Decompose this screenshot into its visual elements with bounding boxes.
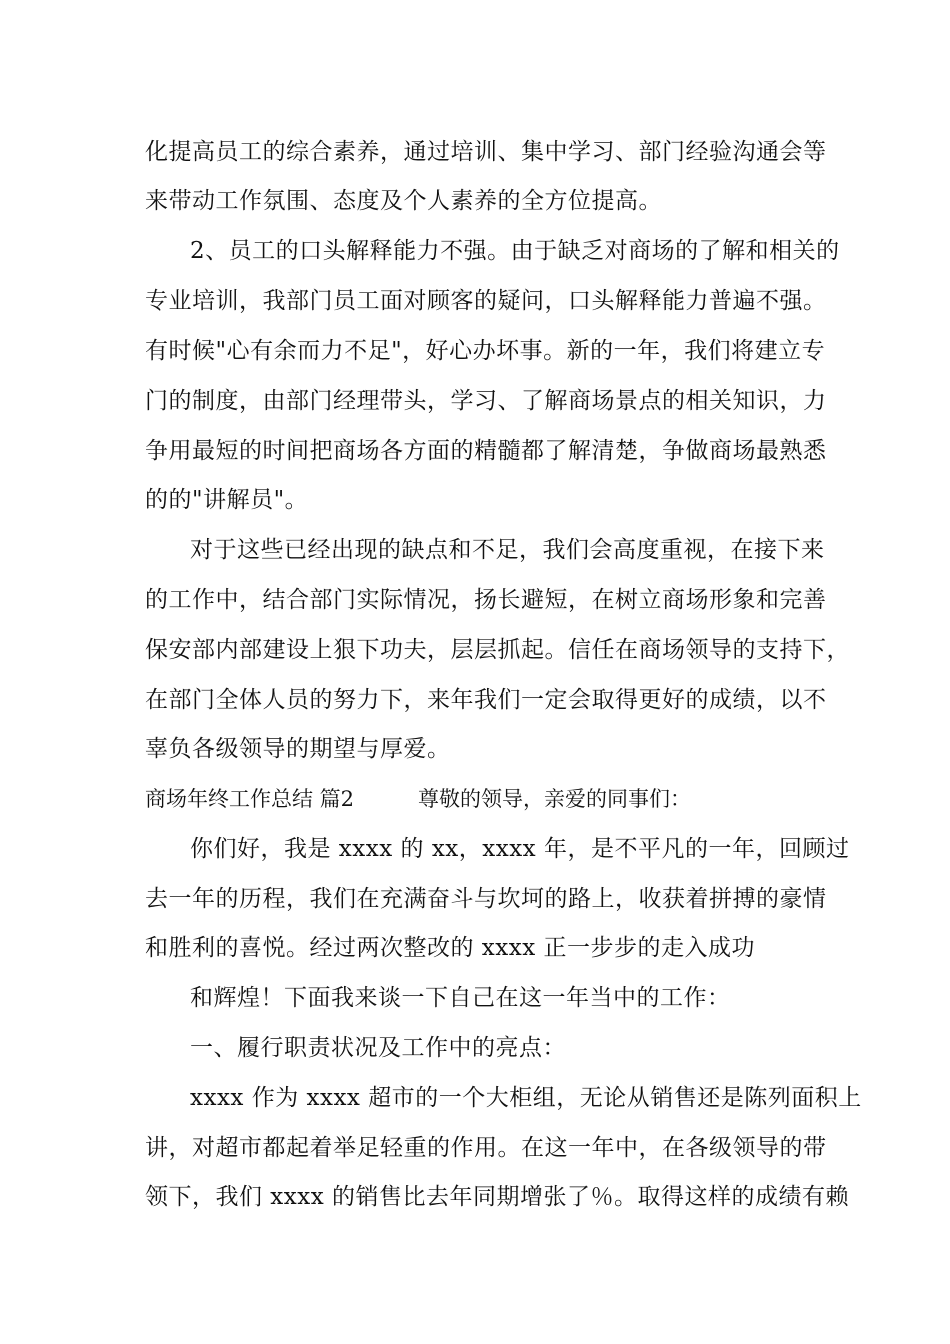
paragraph-line: 门的制度，由部门经理带头，学习、了解商场景点的相关知识，力 bbox=[145, 388, 827, 414]
paragraph-line: 你们好，我是 xxxx 的 xx，xxxx 年，是不平凡的一年，回顾过 bbox=[190, 836, 850, 862]
paragraph-line: 专业培训，我部门员工面对顾客的疑问，口头解释能力普遍不强。 bbox=[145, 288, 827, 314]
paragraph-line: 去一年的历程，我们在充满奋斗与坎坷的路上，收获着拼搏的豪情 bbox=[145, 886, 827, 912]
paragraph-line: 的的"讲解员"。 bbox=[145, 487, 309, 513]
paragraph-line: 讲，对超市都起着举足轻重的作用。在这一年中，在各级领导的带 bbox=[145, 1135, 827, 1161]
paragraph-line: 对于这些已经出现的缺点和不足，我们会高度重视，在接下来 bbox=[190, 537, 825, 563]
paragraph-line: 的工作中，结合部门实际情况，扬长避短，在树立商场形象和完善 bbox=[145, 587, 827, 613]
paragraph-line: 保安部内部建设上狠下功夫，层层抓起。信任在商场领导的支持下， bbox=[145, 637, 850, 663]
paragraph-line: 一、履行职责状况及工作中的亮点： bbox=[190, 1035, 566, 1061]
paragraph-line: 有时候"心有余而力不足"，好心办坏事。新的一年，我们将建立专 bbox=[145, 338, 826, 364]
paragraph-line: 化提高员工的综合素养，通过培训、集中学习、部门经验沟通会等 bbox=[145, 139, 827, 165]
greeting-line: 尊敬的领导，亲爱的同事们： bbox=[418, 787, 691, 811]
section-heading: 商场年终工作总结 篇2 bbox=[145, 787, 355, 811]
paragraph-line: 2、员工的口头解释能力不强。由于缺乏对商场的了解和相关的 bbox=[190, 238, 840, 264]
paragraph-line: 和胜利的喜悦。经过两次整改的 xxxx 正一步步的走入成功 bbox=[145, 935, 756, 961]
paragraph-line: 和辉煌！下面我来谈一下自己在这一年当中的工作： bbox=[190, 985, 731, 1011]
paragraph-line: 辜负各级领导的期望与厚爱。 bbox=[145, 736, 451, 762]
paragraph-line: 来带动工作氛围、态度及个人素养的全方位提高。 bbox=[145, 188, 662, 214]
paragraph-line: xxxx 作为 xxxx 超市的一个大柜组，无论从销售还是陈列面积上 bbox=[190, 1085, 862, 1111]
paragraph-line: 领下，我们 xxxx 的销售比去年同期增张了％。取得这样的成绩有赖 bbox=[145, 1184, 850, 1210]
paragraph-line: 在部门全体人员的努力下，来年我们一定会取得更好的成绩，以不 bbox=[145, 687, 827, 713]
paragraph-line: 争用最短的时间把商场各方面的精髓都了解清楚，争做商场最熟悉 bbox=[145, 438, 827, 464]
